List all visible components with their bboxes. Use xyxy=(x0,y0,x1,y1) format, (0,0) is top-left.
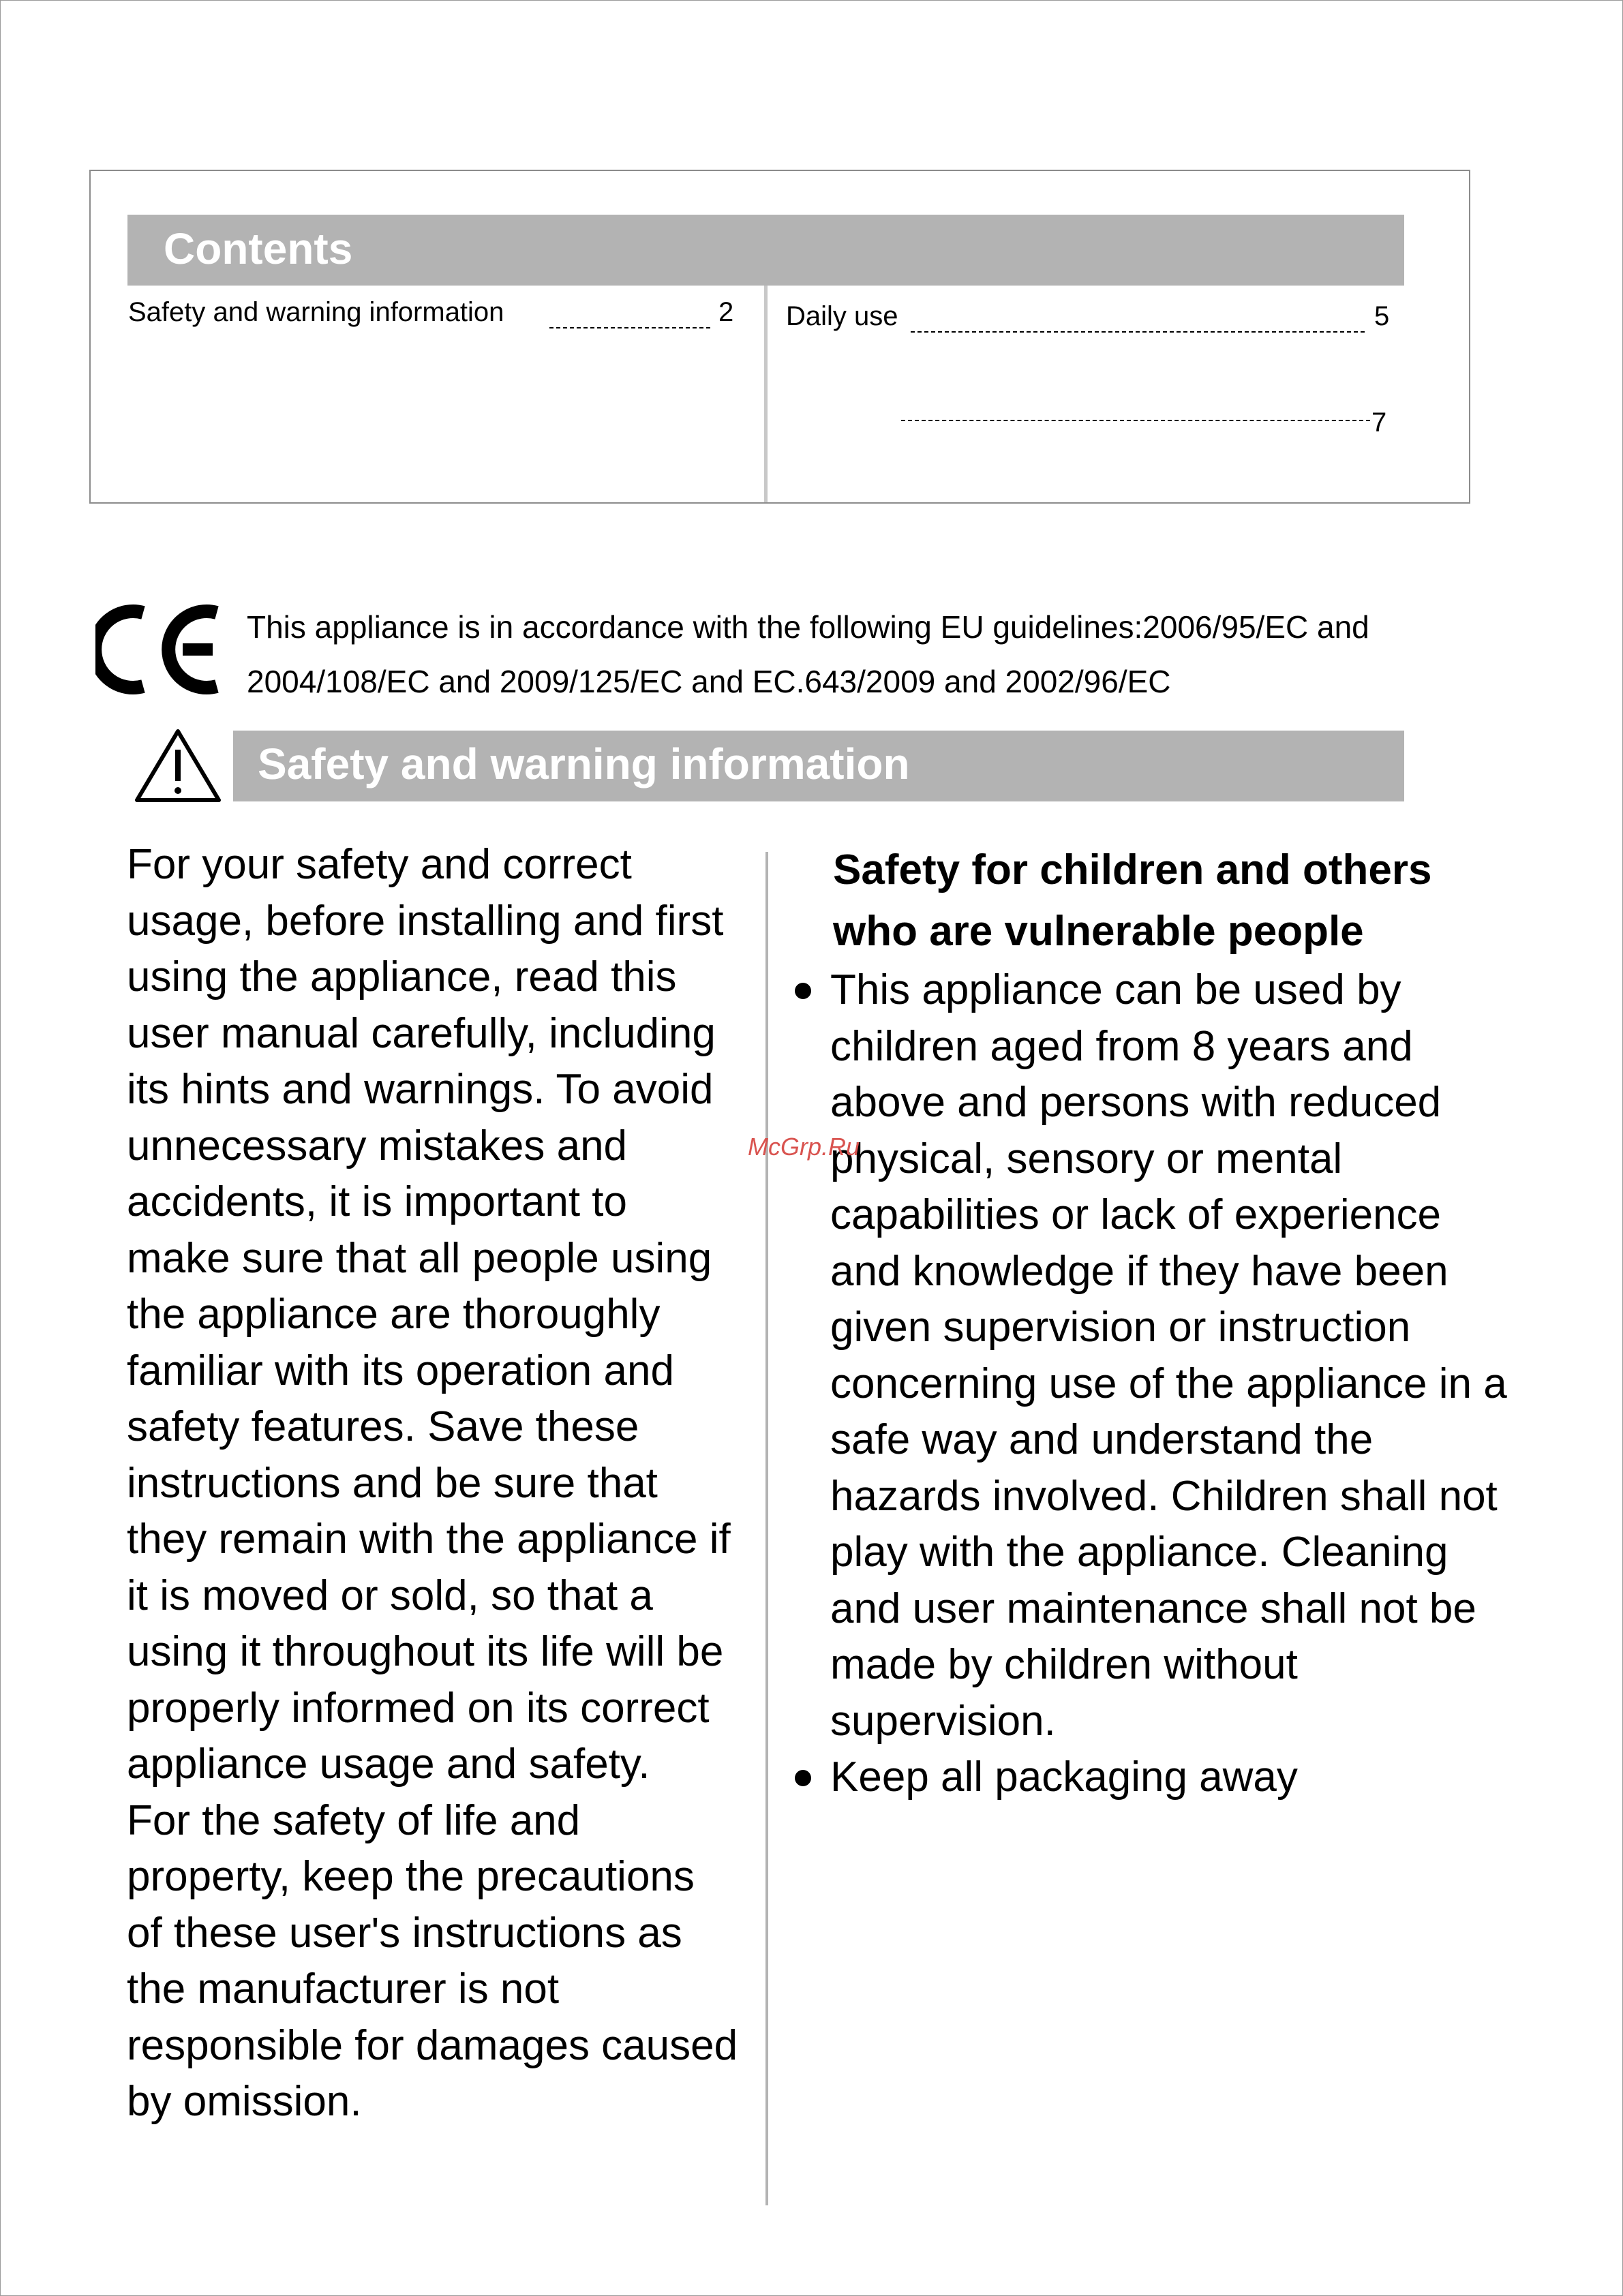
bullet-icon xyxy=(795,1770,811,1786)
safety-precautions: For the safety of life and property, keep the precautions of these user's instructions as the manufacturer is not responsible for damages caused by omission. xyxy=(127,1796,738,2125)
warning-triangle-icon xyxy=(134,728,222,804)
safety-intro: For your safety and correct usage, before installing and first using the appliance, read this user manual carefully, including its hints and warnings. To avoid unnecessary mistakes and accidents, it is important to make sure that all people using the appliance are thoroughly familiar with its operation and safety features. Save these instructions and be sure that they remain with the appliance if it is moved or sold, so that a using it throughout its life will be properly informed on its correct appliance usage and safety. xyxy=(127,841,731,1788)
toc-leader-daily-use xyxy=(911,331,1365,333)
ce-mark-icon xyxy=(95,602,225,697)
contents-divider xyxy=(764,286,768,502)
toc-page-daily-use: 5 xyxy=(1374,301,1390,331)
list-item xyxy=(830,1749,1512,1806)
safety-title: Safety and warning information xyxy=(258,739,910,789)
left-column xyxy=(127,837,740,2130)
toc-page-safety: 2 xyxy=(718,297,734,327)
bullet-text: This appliance can be used by children aged from 8 years and above and persons with reduced physical, sensory or mental capabilities or lack of experience and knowledge if they have been given supervision or instruction concerning use of the appliance in a safe way and understand the hazards involved. Children shall not play with the appliance. Cleaning and user maintenance shall not be made by children without supervision. xyxy=(830,966,1507,1745)
toc-leader-safety xyxy=(549,327,710,328)
toc-page-third: 7 xyxy=(1371,408,1387,438)
right-column xyxy=(830,837,1512,1806)
children-safety-heading: Safety for children and others who are vulnerable people xyxy=(833,846,1432,955)
watermark: McGrp.Ru xyxy=(748,1133,860,1161)
list-item xyxy=(830,962,1512,1749)
contents-title: Contents xyxy=(164,224,353,273)
toc-item-safety[interactable]: Safety and warning information xyxy=(128,297,504,327)
toc-leader-third xyxy=(901,420,1370,421)
eu-compliance-text: This appliance is in accordance with the following EU guidelines:2006/95/EC and 2004/108/EC and 2009/125/EC and EC.643/2009 and 2002/96/EC xyxy=(247,609,1369,699)
bullet-icon xyxy=(795,983,811,999)
toc-item-daily-use[interactable]: Daily use xyxy=(786,301,898,331)
bullet-text: Keep all packaging away xyxy=(830,1754,1298,1801)
column-divider xyxy=(765,852,768,2205)
